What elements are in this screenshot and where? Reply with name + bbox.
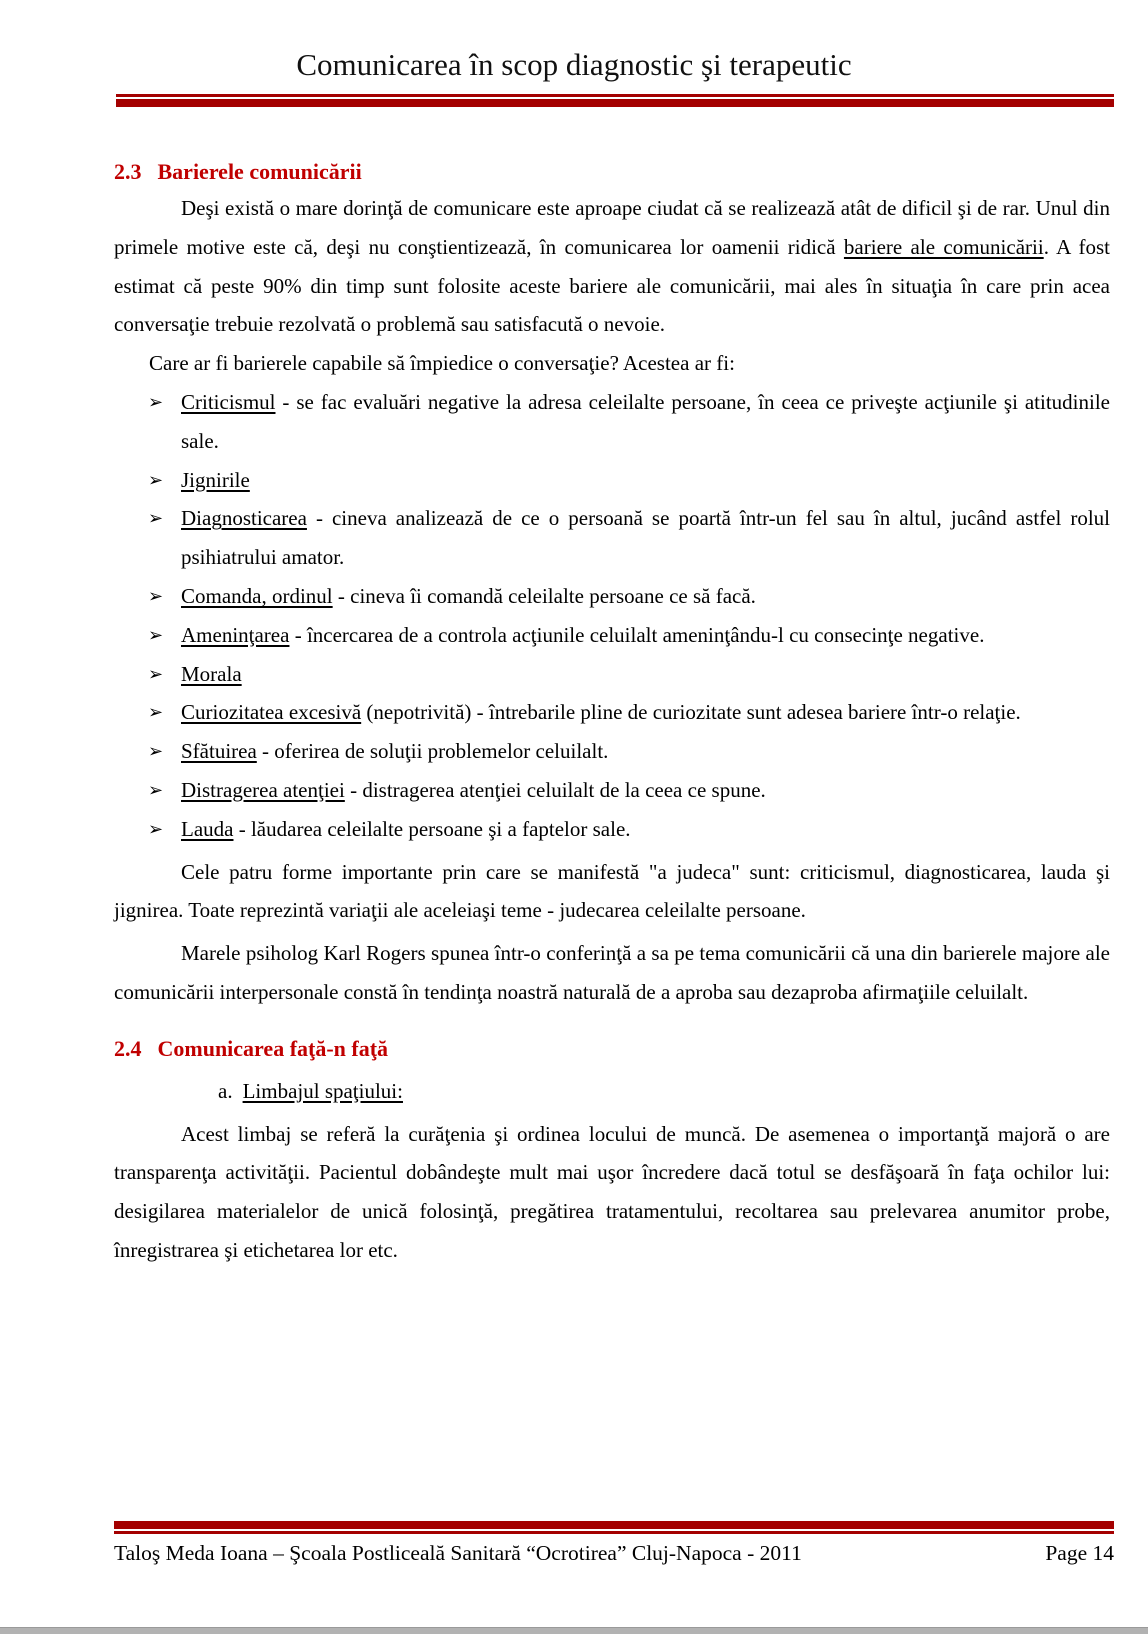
document-body (114, 159, 1110, 1270)
paragraph-intro-pre: Deşi există o mare dorinţă de comunicare este aproape ciudat că se realizează atât de dificil şi de rar. Unul din primele motive este că, deşi nu conştientizează, în comunicarea lor oamenii ridică (114, 196, 1110, 259)
list-item-distragerea (114, 771, 1110, 810)
barrier-desc: - lăudarea celeilalte persoane şi a faptelor sale. (233, 816, 631, 841)
arrow-bullet-icon: ➢ (148, 391, 164, 412)
subitem-marker: a. (218, 1078, 233, 1103)
list-item-comanda (114, 577, 1110, 616)
arrow-bullet-icon: ➢ (148, 818, 164, 839)
list-item-criticismul (114, 383, 1110, 461)
barrier-desc: - distragerea atenţiei celuilalt de la ceea ce spune. (344, 777, 766, 802)
section-heading-2-3 (114, 159, 1110, 185)
paragraph-limbaj: Acest limbaj se referă la curăţenia şi ordinea locului de muncă. De asemenea o importanţă majoră o are transparenţa activităţii. Pacientul dobândeşte mult mai uşor încredere dacă totul se desfăşoară în faţa ochilor lui: desigilarea materialelor de unică folosinţă, pregătirea tratamentului, recoltarea sau prelevarea anumitor probe, înregistrarea şi etichetarea lor etc. (114, 1121, 1110, 1262)
subitem-limbajul-spatiului (114, 1072, 1110, 1111)
list-item-lauda (114, 810, 1110, 849)
list-item-jignirile (114, 461, 1110, 500)
section-number: 2.3 (114, 159, 142, 184)
footer-rule-thick-line (114, 1521, 1114, 1529)
barrier-desc: - cineva analizează de ce o persoană se poartă într-un fel sau în altul, jucând astfel rolul psihiatrului amator. (181, 506, 1110, 570)
arrow-bullet-icon: ➢ (148, 585, 164, 606)
barrier-term: Criticismul (181, 389, 276, 414)
list-item-sfatuirea (114, 732, 1110, 771)
arrow-bullet-icon: ➢ (148, 508, 164, 529)
paragraph-intro (114, 189, 1110, 344)
paragraph-rogers: Marele psiholog Karl Rogers spunea într-o conferinţă a sa pe tema comunicării că una din barierele majore ale comunicării interpersonale constă în tendinţa noastră naturală de a aproba sau dezaproba afirmaţiile celuilalt. (114, 941, 1110, 1004)
section-heading-2-4 (114, 1036, 1110, 1062)
barrier-desc: - se fac evaluări negative la adresa celeilalte persoane, în ceea ce priveşte acţiunile şi atitudinile sale. (181, 389, 1110, 453)
barrier-term: Sfătuirea (181, 739, 257, 764)
barrier-desc: - oferirea de soluţii problemelor celuilalt. (256, 739, 609, 764)
arrow-bullet-icon: ➢ (148, 702, 164, 723)
barrier-desc: - întrebarile pline de curiozitate sunt adesea bariere într-o relaţie. (471, 700, 1021, 725)
arrow-bullet-icon: ➢ (148, 741, 164, 762)
barriers-list (114, 383, 1110, 849)
footer-divider-rule (114, 1521, 1114, 1534)
list-item-morala (114, 655, 1110, 694)
barrier-term: Jignirile (181, 467, 250, 492)
barrier-term: Comanda, ordinul (181, 583, 333, 608)
subitem-label: Limbajul spaţiului: (242, 1078, 403, 1103)
barrier-desc: - cineva îi comandă celeilalte persoane ce să facă. (332, 583, 756, 608)
barrier-term: Lauda (181, 816, 234, 841)
page-footer (114, 1521, 1114, 1566)
footer-rule-thin-line (114, 1531, 1114, 1534)
barrier-term: Ameninţarea (181, 622, 290, 647)
section-title: Comunicarea faţă-n faţă (157, 1035, 389, 1061)
window-bottom-edge (0, 1627, 1148, 1634)
arrow-bullet-icon: ➢ (148, 779, 164, 800)
paragraph-judeca: Cele patru forme importante prin care se manifestă "a judeca" sunt: criticismul, diagnosticarea, lauda şi jignirea. Toate reprezintă variaţii ale aceleiaşi teme - judecarea celeilalte persoane. (114, 859, 1110, 923)
paragraph-question: Care ar fi barierele capabile să împiedice o conversaţie? Acestea ar fi: (149, 351, 735, 376)
paragraph-intro-post: . A fost estimat că peste 90% din timp sunt folosite aceste bariere ale comunicării, mai ales în situaţia în care prin acea conversaţie trebuie rezolvată o problemă sau satisfacută o nevoie. (114, 234, 1110, 337)
arrow-bullet-icon: ➢ (148, 663, 164, 684)
header-divider-rule (116, 94, 1114, 107)
list-item-amenintarea (114, 616, 1110, 655)
arrow-bullet-icon: ➢ (148, 624, 164, 645)
barrier-term: Distragerea atenţiei (181, 777, 345, 802)
arrow-bullet-icon: ➢ (148, 469, 164, 490)
footer-text-row (114, 1541, 1114, 1566)
footer-page-number: Page 14 (1045, 1541, 1114, 1565)
section-title: Barierele comunicării (157, 159, 362, 184)
barrier-term: Curiozitatea excesivă (181, 700, 362, 725)
barrier-mid: (nepotrivită) (361, 700, 472, 725)
section-number: 2.4 (114, 1035, 142, 1061)
list-item-diagnosticarea (114, 499, 1110, 577)
header-rule-thick-line (116, 99, 1114, 107)
footer-author-text: Taloş Meda Ioana – Şcoala Postliceală Sanitară “Ocrotirea” Cluj-Napoca - 2011 (114, 1541, 802, 1565)
barrier-desc: - încercarea de a controla acţiunile celuilalt ameninţându-l cu consecinţe negative. (289, 622, 985, 647)
barrier-term: Morala (181, 661, 242, 686)
paragraph-intro-underlined: bariere ale comunicării (843, 234, 1044, 259)
list-item-curiozitatea (114, 693, 1110, 732)
document-header-title: Comunicarea în scop diagnostic şi terapeutic (296, 47, 852, 82)
barrier-term: Diagnosticarea (181, 506, 307, 531)
